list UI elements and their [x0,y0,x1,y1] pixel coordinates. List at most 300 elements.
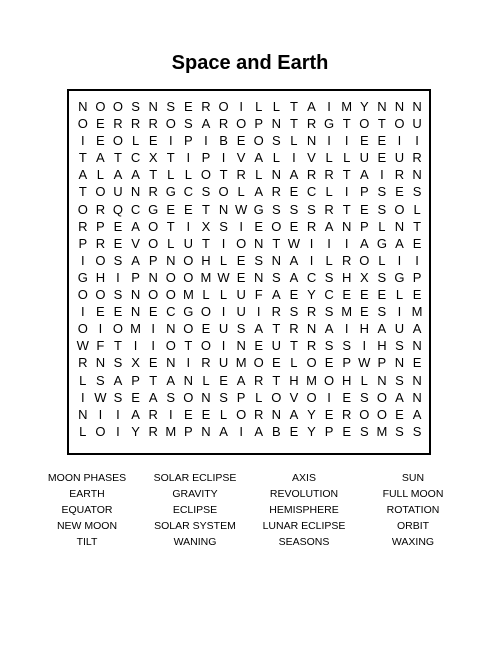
grid-letter: O [271,218,282,234]
grid-letter: N [130,304,141,320]
grid-letter: P [148,252,158,268]
word-list-item: REVOLUTION [269,488,339,500]
grid-letter: L [378,252,386,268]
grid-letter: O [200,338,212,354]
grid-letter: O [95,252,106,268]
grid-letter: O [200,304,212,320]
grid-letter: S [377,184,387,200]
grid-letter: I [186,218,191,234]
grid-letter: I [221,304,226,320]
grid-letter: I [415,252,419,268]
grid-letter: P [201,150,211,166]
grid-letter: Q [112,201,124,217]
word-list-row [0,486,500,502]
grid-letter: O [218,99,229,114]
grid-letter: I [168,133,173,149]
grid-letter: L [79,372,87,388]
grid-letter: T [78,150,87,166]
grid-letter: N [148,269,158,285]
grid-letter: U [183,235,194,251]
grid-row [74,269,426,286]
grid-letter: A [359,167,369,183]
grid-letter: O [148,218,159,234]
grid-letter: O [112,321,124,337]
grid-letter: E [377,287,387,303]
grid-letter: S [219,389,228,405]
grid-letter: N [78,406,88,422]
grid-letter: I [151,338,155,354]
grid-letter: V [236,150,246,166]
grid-row [74,354,426,371]
grid-letter: E [166,201,176,217]
grid-letter: X [131,355,140,371]
grid-letter: I [292,150,296,166]
grid-letter: A [395,389,404,405]
grid-letter: N [201,389,211,405]
grid-letter: Y [131,423,140,439]
grid-letter: R [342,406,352,422]
grid-letter: I [327,389,331,405]
grid-letter: A [219,423,228,439]
grid-letter: I [256,304,261,320]
grid-letter: R [130,116,141,132]
grid-letter: G [394,269,405,285]
grid-letter: O [77,287,88,303]
grid-letter: N [412,99,422,114]
grid-letter: A [359,235,369,251]
grid-letter: I [397,304,402,320]
grid-letter: C [306,184,317,200]
word-list-item: WANING [173,536,217,548]
word-list-row [0,518,500,534]
grid-letter: S [395,423,404,439]
grid-letter: I [239,99,243,114]
grid-letter: R [306,304,317,320]
word-list-item: TILT [76,536,98,548]
grid-letter: O [376,389,387,405]
grid-letter: L [343,150,351,166]
grid-letter: A [201,116,211,132]
grid-letter: S [289,201,299,217]
grid-letter: L [325,252,333,268]
grid-letter: A [96,150,105,166]
grid-letter: O [165,287,176,303]
grid-letter: U [394,321,405,337]
grid-letter: E [324,355,334,371]
grid-letter: N [271,116,282,132]
grid-letter: O [306,389,317,405]
grid-letter: E [359,201,369,217]
grid-letter: E [359,287,369,303]
grid-letter: S [377,269,387,285]
grid-letter: I [397,252,402,268]
grid-letter: P [184,133,193,149]
grid-letter: I [133,338,138,354]
grid-letter: E [289,287,299,303]
grid-letter: I [415,133,419,149]
grid-letter: S [359,389,369,405]
grid-letter: U [359,150,369,166]
word-list-item: AXIS [292,472,316,484]
grid-letter: N [130,184,141,200]
grid-letter: P [236,389,246,405]
grid-row [74,201,426,218]
grid-letter: M [182,287,194,303]
grid-letter: P [78,235,88,251]
grid-row [74,218,426,235]
grid-letter: L [395,287,404,303]
grid-letter: S [219,218,228,234]
word-list-item: EARTH [69,488,105,500]
word-list-row [0,470,500,486]
grid-letter: P [96,218,105,234]
grid-letter: M [411,304,423,320]
grid-letter: L [360,372,368,388]
grid-letter: S [166,389,176,405]
grid-letter: B [271,423,281,439]
grid-letter: R [271,304,282,320]
grid-letter: N [306,321,317,337]
grid-letter: S [96,372,105,388]
grid-letter: O [183,269,194,285]
grid-letter: N [166,355,176,371]
grid-letter: U [113,184,123,200]
grid-letter: M [235,355,247,371]
grid-letter: E [359,304,369,320]
grid-letter: R [78,218,88,234]
grid-letter: I [98,321,103,337]
grid-letter: L [255,389,263,405]
grid-letter: I [151,321,155,337]
grid-letter: O [165,269,176,285]
grid-letter: S [377,201,387,217]
grid-letter: S [201,184,211,200]
grid-letter: M [376,423,388,439]
grid-letter: E [359,133,369,149]
word-list-item: WAXING [391,536,435,548]
grid-letter: N [412,167,422,183]
grid-letter: E [289,423,299,439]
grid-letter: U [394,150,405,166]
grid-letter: L [202,372,210,388]
grid-letter: A [254,321,264,337]
word-list-item: MOON PHASES [47,472,127,484]
grid-letter: O [95,184,106,200]
grid-letter: T [166,218,175,234]
grid-letter: E [412,355,422,371]
grid-letter: S [254,252,264,268]
grid-letter: S [377,304,387,320]
grid-letter: N [412,372,422,388]
grid-letter: N [236,338,246,354]
grid-letter: M [165,423,177,439]
grid-letter: F [254,287,263,303]
grid-letter: R [306,338,317,354]
grid-letter: E [377,150,387,166]
grid-letter: C [130,201,141,217]
grid-letter: R [148,184,158,200]
grid-letter: L [167,235,175,251]
word-list-item: ROTATION [386,504,440,516]
grid-letter: E [96,133,105,149]
grid-letter: A [289,167,299,183]
word-list-item: LUNAR ECLIPSE [262,520,346,532]
grid-letter: I [327,99,331,114]
grid-letter: T [78,184,87,200]
grid-letter: B [219,133,228,149]
grid-letter: I [116,423,120,439]
grid-letter: R [342,252,352,268]
grid-letter: C [166,304,176,320]
grid-letter: N [377,372,387,388]
grid-letter: I [362,338,367,354]
grid-letter: O [77,321,88,337]
grid-letter: O [271,389,282,405]
grid-letter: C [130,150,141,166]
grid-letter: S [113,287,123,303]
grid-letter: O [394,116,405,132]
grid-letter: A [289,252,299,268]
grid-letter: W [94,389,107,405]
grid-letter: E [289,184,299,200]
grid-letter: P [131,372,140,388]
grid-letter: A [254,150,264,166]
grid-letter: T [342,167,351,183]
grid-letter: R [201,99,211,114]
grid-letter: X [201,218,211,234]
grid-letter: M [200,269,212,285]
grid-letter: E [236,133,246,149]
grid-letter: T [342,116,351,132]
grid-letter: A [131,167,140,183]
grid-letter: N [394,355,405,371]
grid-row [74,252,426,269]
grid-letter: O [236,116,247,132]
grid-letter: N [201,423,211,439]
grid-letter: A [131,218,140,234]
grid-row [74,98,426,115]
grid-letter: P [184,423,193,439]
grid-letter: O [77,116,88,132]
grid-letter: N [394,218,405,234]
grid-letter: O [376,406,387,422]
grid-letter: G [376,235,387,251]
grid-letter: E [412,235,422,251]
grid-letter: R [95,235,106,251]
grid-letter: R [236,167,246,183]
grid-letter: I [168,406,173,422]
grid-letter: I [221,235,226,251]
grid-letter: L [272,99,280,114]
grid-letter: E [236,252,246,268]
grid-letter: E [342,423,352,439]
word-list-item: NEW MOON [56,520,118,532]
grid-letter: T [342,201,351,217]
grid-letter: T [201,201,210,217]
grid-letter: E [113,218,123,234]
grid-row [74,303,426,320]
grid-letter: R [394,167,405,183]
grid-letter: L [378,218,386,234]
grid-letter: O [359,116,370,132]
grid-letter: T [149,372,158,388]
grid-letter: O [306,355,317,371]
grid-letter: N [271,252,282,268]
grid-letter: E [236,269,246,285]
grid-letter: N [130,287,141,303]
grid-letter: E [412,287,422,303]
grid-row [74,132,426,149]
grid-letter: N [271,167,282,183]
grid-letter: N [166,252,176,268]
grid-row [74,235,426,252]
grid-letter: N [412,389,422,405]
grid-letter: L [219,252,228,268]
grid-letter: N [271,406,282,422]
grid-letter: S [395,372,404,388]
grid-letter: T [114,338,122,354]
word-list-row [0,534,500,550]
grid-letter: G [148,201,159,217]
grid-letter: P [359,218,369,234]
grid-letter: A [254,423,264,439]
grid-letter: I [204,133,208,149]
grid-letter: O [95,423,106,439]
grid-letter: N [148,99,158,114]
grid-letter: E [113,235,123,251]
grid-letter: W [287,235,301,251]
grid-letter: I [344,133,349,149]
grid-letter: U [218,355,229,371]
grid-letter: A [148,389,158,405]
grid-row [74,423,426,440]
grid-letter: N [95,355,106,371]
grid-letter: U [236,304,246,320]
grid-letter: L [290,133,298,149]
grid-letter: H [201,252,211,268]
grid-letter: T [272,235,281,251]
grid-letter: L [167,167,175,183]
grid-letter: I [116,269,120,285]
grid-letter: O [218,184,229,200]
grid-letter: G [253,201,264,217]
grid-letter: I [344,184,349,200]
grid-letter: P [324,423,334,439]
grid-row [74,286,426,303]
grid-letter: H [377,338,387,354]
grid-letter: N [377,99,387,114]
grid-letter: M [341,99,353,114]
word-list-item: SOLAR ECLIPSE [153,472,237,484]
grid-letter: A [289,406,299,422]
grid-letter: O [394,201,405,217]
grid-letter: E [201,406,211,422]
grid-letter: E [96,304,105,320]
grid-letter: R [306,218,317,234]
grid-letter: I [80,133,85,149]
grid-letter: S [324,269,334,285]
grid-letter: I [186,355,191,371]
grid-letter: I [344,235,349,251]
grid-letter: A [78,167,88,183]
grid-letter: E [148,304,158,320]
grid-letter: E [131,389,140,405]
grid-letter: L [219,406,228,422]
grid-letter: T [219,167,228,183]
grid-letter: I [327,235,331,251]
grid-letter: L [255,167,263,183]
grid-letter: I [80,304,85,320]
grid-letter: R [412,150,422,166]
grid-letter: A [324,218,334,234]
grid-letter: S [324,304,334,320]
grid-letter: S [289,304,299,320]
grid-letter: C [183,184,194,200]
grid-letter: A [254,184,264,200]
grid-letter: U [236,287,246,303]
grid-letter: S [271,133,281,149]
grid-letter: A [324,321,334,337]
grid-letter: N [218,201,229,217]
grid-letter: I [344,321,349,337]
grid-letter: L [290,355,298,371]
grid-letter: L [202,287,210,303]
grid-letter: L [237,184,245,200]
grid-letter: N [183,372,194,388]
grid-letter: O [183,389,194,405]
grid-letter: E [184,406,193,422]
grid-letter: S [113,389,123,405]
grid-letter: I [186,150,191,166]
grid-letter: A [377,321,387,337]
grid-letter: E [96,116,105,132]
grid-letter: G [77,269,88,285]
grid-letter: I [309,235,314,251]
word-list-item: SEASONS [278,536,330,548]
grid-letter: I [239,423,243,439]
grid-letter: S [395,338,404,354]
grid-letter: O [112,133,124,149]
grid-letter: I [116,406,120,422]
grid-letter: E [113,304,123,320]
grid-letter: O [148,235,159,251]
grid-letter: O [77,201,88,217]
grid-letter: E [184,201,193,217]
grid-letter: A [395,235,404,251]
grid-letter: L [131,133,140,149]
grid-letter: E [219,372,228,388]
grid-letter: H [342,372,352,388]
grid-letter: O [183,321,194,337]
grid-letter: E [184,99,193,114]
grid-letter: S [113,355,123,371]
grid-letter: S [184,116,193,132]
grid-letter: O [165,116,176,132]
grid-letter: S [324,338,334,354]
grid-letter: E [254,338,264,354]
grid-letter: I [239,218,243,234]
grid-letter: E [254,218,264,234]
grid-letter: S [412,423,422,439]
grid-letter: M [130,321,141,337]
puzzle-title: Space and Earth [171,52,329,74]
grid-row [74,166,426,183]
grid-letter: R [271,184,282,200]
grid-letter: T [413,218,422,234]
grid-letter: F [96,338,105,354]
grid-letter: L [325,184,333,200]
grid-letter: I [221,338,226,354]
